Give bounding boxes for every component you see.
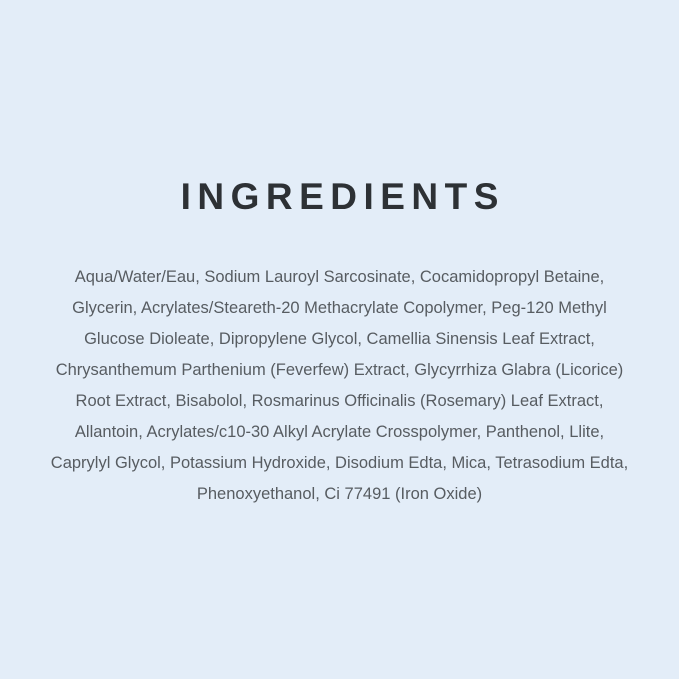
ingredient-line: Glucose Dioleate, Dipropylene Glycol, Camellia Sinensis Leaf Extract, [84,330,595,348]
ingredients-title: INGREDIENTS [180,176,505,217]
ingredient-line: Caprylyl Glycol, Potassium Hydroxide, Disodium Edta, Mica, Tetrasodium Edta, [50,454,629,472]
ingredients-text [30,262,650,510]
ingredient-line: Root Extract, Bisabolol, Rosmarinus Officinalis (Rosemary) Leaf Extract, [75,392,604,410]
ingredient-line: Glycerin, Acrylates/Steareth-20 Methacrylate Copolymer, Peg-120 Methyl [72,299,607,317]
ingredient-line: Phenoxyethanol, Ci 77491 (Iron Oxide) [196,485,483,503]
ingredient-line: Chrysanthemum Parthenium (Feverfew) Extract, Glycyrrhiza Glabra (Licorice) [55,361,624,379]
ingredient-line: Aqua/Water/Eau, Sodium Lauroyl Sarcosinate, Cocamidopropyl Betaine, [74,268,605,286]
ingredient-line: Allantoin, Acrylates/c10-30 Alkyl Acrylate Crosspolymer, Panthenol, Llite, [74,423,605,441]
